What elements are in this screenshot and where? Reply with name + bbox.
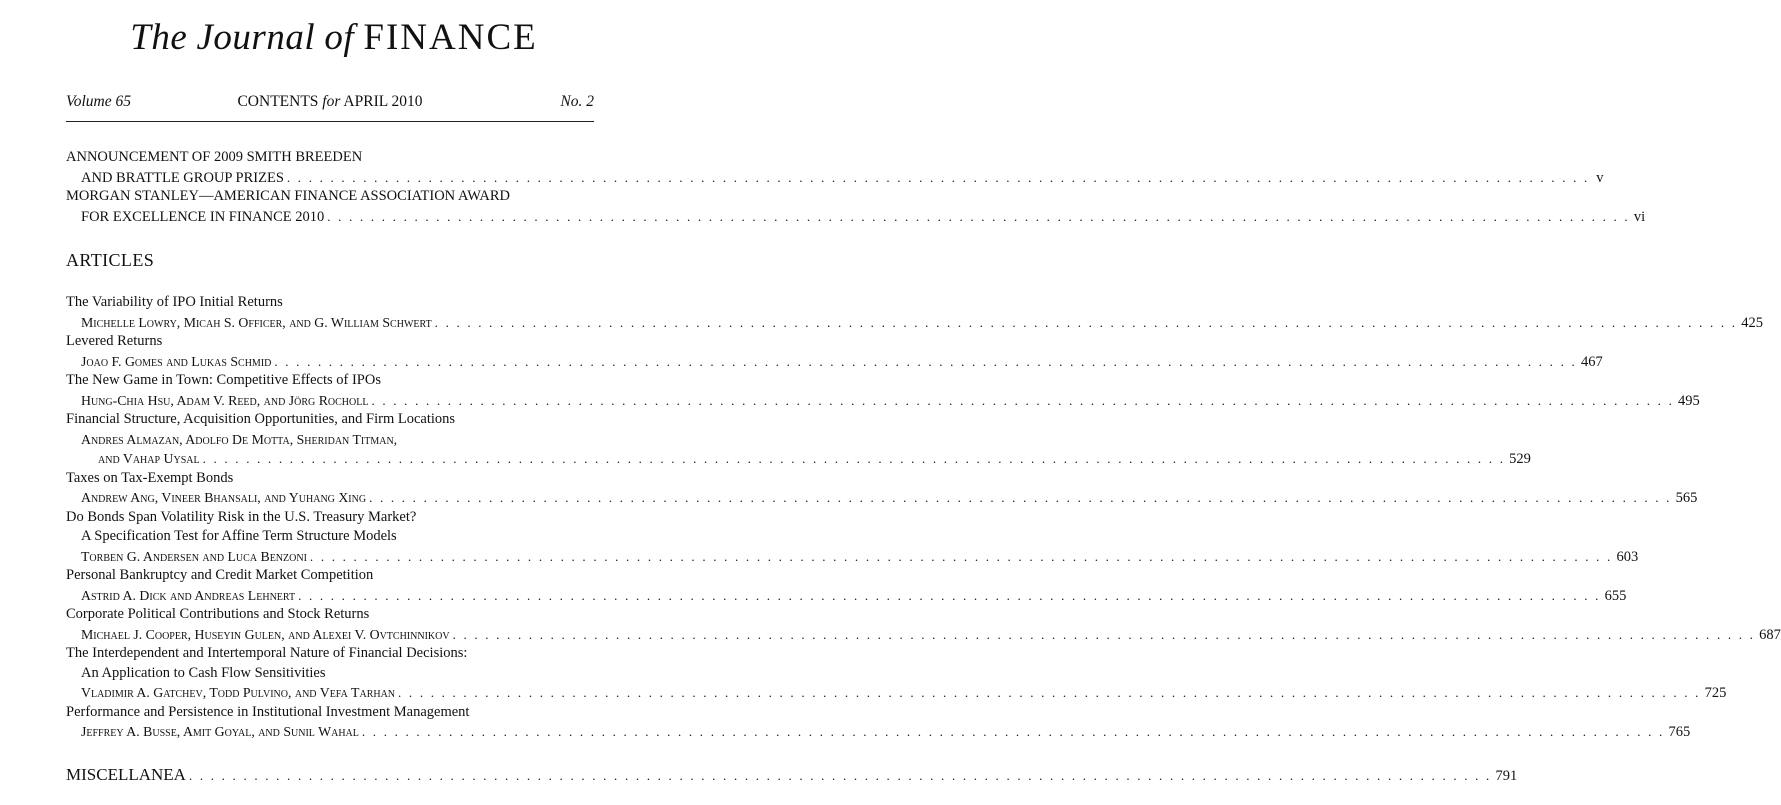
- entry-authors: Joao F. Gomes and Lukas Schmid: [81, 353, 272, 369]
- entry-page: 467: [1580, 353, 1603, 370]
- articles-list: [66, 293, 1781, 742]
- leader-dots: . . . . . . . . . . . . . . . . . . . . . . . . . . . . . . . . . . . . . . . . . . . . . . . . . . . . . . . . . . . . . . . . . . . . . . . . . . . . . . . . . . . . . . . . . . . . . . . . . . . . . . . . . . . . . . . . . . . . . . . .: [434, 314, 1738, 330]
- article-entry[interactable]: [66, 605, 1781, 644]
- entry-authors: and Vahap Uysal: [98, 451, 200, 466]
- entry-title: Do Bonds Span Volatility Risk in the U.S. Treasury Market?: [66, 508, 417, 525]
- entry-authors: Vladimir A. Gatchev, Todd Pulvino, and Vefa Tarhan: [81, 685, 396, 700]
- entry-page: 565: [1675, 490, 1698, 506]
- entry-page: vi: [1633, 208, 1646, 225]
- article-entry[interactable]: [66, 410, 1531, 469]
- entry-authors: Torben G. Andersen and Luca Benzoni: [81, 548, 307, 564]
- article-entry[interactable]: [66, 566, 1627, 605]
- masthead-journal: Journal: [196, 17, 316, 58]
- entry-authors: Andres Almazan, Adolfo De Motta, Sheridan Titman,: [81, 431, 398, 447]
- leader-dots: . . . . . . . . . . . . . . . . . . . . . . . . . . . . . . . . . . . . . . . . . . . . . . . . . . . . . . . . . . . . . . . . . . . . . . . . . . . . . . . . . . . . . . . . . . . . . . . . . . . . . . . . . . . . . . . . . . . . . . . .: [369, 490, 1672, 505]
- entry-page: 687: [1759, 626, 1781, 643]
- entry-authors: Michael J. Cooper, Huseyin Gulen, and Alexei V. Ovtchinnikov: [81, 626, 450, 642]
- announcements-list: [66, 148, 1646, 226]
- entry-title: Performance and Persistence in Institutional Investment Management: [66, 703, 470, 720]
- entry-title: A Specification Test for Affine Term Structure Models: [81, 528, 397, 544]
- leader-dots: . . . . . . . . . . . . . . . . . . . . . . . . . . . . . . . . . . . . . . . . . . . . . . . . . . . . . . . . . . . . . . . . . . . . . . . . . . . . . . . . . . . . . . . . . . . . . . . . . . . . . . . . . . . . . . . . . . . . . . . .: [452, 626, 1756, 642]
- entry-page: 425: [1741, 314, 1763, 331]
- entry-page: 655: [1604, 587, 1627, 604]
- entry-title: An Application to Cash Flow Sensitivities: [81, 664, 326, 681]
- entry-title: Personal Bankruptcy and Credit Market Competition: [66, 567, 374, 583]
- for-word: for: [322, 93, 341, 110]
- miscellanea-entry[interactable]: [66, 763, 1518, 787]
- masthead-the: The: [130, 17, 188, 58]
- contents-word: CONTENTS: [237, 93, 319, 110]
- entry-authors: Michelle Lowry, Micah S. Officer, and G. William Schwert: [81, 314, 432, 330]
- leader-dots: . . . . . . . . . . . . . . . . . . . . . . . . . . . . . . . . . . . . . . . . . . . . . . . . . . . . . . . . . . . . . . . . . . . . . . . . . . . . . . . . . . . . . . . . . . . . . . . . . . . . . . . . . . . . . . . . . . . . . . . .: [286, 169, 1590, 185]
- article-entry[interactable]: [66, 332, 1603, 371]
- entry-page: 725: [1704, 685, 1727, 701]
- entry-page: 603: [1616, 548, 1639, 565]
- leader-dots: . . . . . . . . . . . . . . . . . . . . . . . . . . . . . . . . . . . . . . . . . . . . . . . . . . . . . . . . . . . . . . . . . . . . . . . . . . . . . . . . . . . . . . . . . . . . . . . . . . . . . . . . . . . . . . . . . . . . . . . .: [371, 392, 1675, 408]
- masthead-finance: FINANCE: [363, 17, 538, 58]
- leader-dots: . . . . . . . . . . . . . . . . . . . . . . . . . . . . . . . . . . . . . . . . . . . . . . . . . . . . . . . . . . . . . . . . . . . . . . . . . . . . . . . . . . . . . . . . . . . . . . . . . . . . . . . . . . . . . . . . . . . . . . . .: [202, 451, 1506, 466]
- entry-authors: Hung-Chia Hsu, Adam V. Reed, and Jörg Rocholl: [81, 392, 369, 408]
- entry-page: v: [1596, 169, 1604, 186]
- article-entry[interactable]: [66, 644, 1727, 703]
- entry-title: Levered Returns: [66, 333, 163, 349]
- entry-title: Taxes on Tax-Exempt Bonds: [66, 469, 234, 486]
- volume-label: Volume 65: [66, 93, 132, 110]
- entry-title: The New Game in Town: Competitive Effects of IPOs: [66, 372, 381, 388]
- entry-title: The Interdependent and Intertemporal Nature of Financial Decisions:: [66, 645, 468, 661]
- article-entry[interactable]: [66, 703, 1691, 742]
- entry-title: FOR EXCELLENCE IN FINANCE 2010: [81, 208, 325, 225]
- entry-title: AND BRATTLE GROUP PRIZES: [81, 169, 284, 186]
- entry-page: 495: [1678, 392, 1700, 409]
- article-entry[interactable]: [66, 508, 1639, 567]
- entry-title: ANNOUNCEMENT OF 2009 SMITH BREEDEN: [66, 149, 363, 165]
- contents-label: [66, 92, 594, 112]
- leader-dots: . . . . . . . . . . . . . . . . . . . . . . . . . . . . . . . . . . . . . . . . . . . . . . . . . . . . . . . . . . . . . . . . . . . . . . . . . . . . . . . . . . . . . . . . . . . . . . . . . . . . . . . . . . . . . . . . . . . . . . . .: [361, 724, 1665, 739]
- leader-dots: . . . . . . . . . . . . . . . . . . . . . . . . . . . . . . . . . . . . . . . . . . . . . . . . . . . . . . . . . . . . . . . . . . . . . . . . . . . . . . . . . . . . . . . . . . . . . . . . . . . . . . . . . . . . . . . . . . . . . . . .: [309, 548, 1613, 564]
- leader-dots: . . . . . . . . . . . . . . . . . . . . . . . . . . . . . . . . . . . . . . . . . . . . . . . . . . . . . . . . . . . . . . . . . . . . . . . . . . . . . . . . . . . . . . . . . . . . . . . . . . . . . . . . . . . . . . . . . . . . . . . .: [298, 587, 1601, 603]
- entry-title: The Variability of IPO Initial Returns: [66, 294, 283, 310]
- journal-masthead: [0, 14, 668, 62]
- announcement-entry[interactable]: [66, 148, 1604, 187]
- header-rule: [66, 121, 594, 122]
- entry-title: Financial Structure, Acquisition Opportunities, and Firm Locations: [66, 411, 456, 427]
- entry-authors: Jeffrey A. Busse, Amit Goyal, and Sunil Wahal: [81, 724, 359, 739]
- entry-authors: Astrid A. Dick and Andreas Lehnert: [81, 587, 296, 603]
- entry-title: Corporate Political Contributions and Stock Returns: [66, 606, 370, 622]
- miscellanea-label: MISCELLANEA: [66, 765, 186, 784]
- article-entry[interactable]: [66, 371, 1700, 410]
- entry-authors: Andrew Ang, Vineer Bhansali, and Yuhang Xing: [81, 490, 367, 505]
- entry-title: MORGAN STANLEY—AMERICAN FINANCE ASSOCIATION AWARD: [66, 188, 510, 204]
- issue-number: No. 2: [560, 93, 594, 110]
- issue-date: APRIL 2010: [343, 93, 423, 110]
- entry-page: 529: [1509, 451, 1531, 467]
- leader-dots: . . . . . . . . . . . . . . . . . . . . . . . . . . . . . . . . . . . . . . . . . . . . . . . . . . . . . . . . . . . . . . . . . . . . . . . . . . . . . . . . . . . . . . . . . . . . . . . . . . . . . . . . . . . . . . . . . . . . . . . .: [327, 208, 1630, 224]
- article-entry[interactable]: [66, 293, 1763, 332]
- leader-dots: . . . . . . . . . . . . . . . . . . . . . . . . . . . . . . . . . . . . . . . . . . . . . . . . . . . . . . . . . . . . . . . . . . . . . . . . . . . . . . . . . . . . . . . . . . . . . . . . . . . . . . . . . . . . . . . . . . . . . . . .: [274, 353, 1577, 369]
- announcement-entry[interactable]: [66, 187, 1646, 226]
- entry-page: 765: [1668, 724, 1691, 740]
- masthead-of: of: [324, 17, 355, 58]
- leader-dots: . . . . . . . . . . . . . . . . . . . . . . . . . . . . . . . . . . . . . . . . . . . . . . . . . . . . . . . . . . . . . . . . . . . . . . . . . . . . . . . . . . . . . . . . . . . . . . . . . . . . . . . . . . . . . . . . . . . . . . . .: [398, 685, 1701, 700]
- miscellanea-page: 791: [1495, 768, 1518, 784]
- articles-heading: ARTICLES: [66, 250, 155, 270]
- leader-dots: . . . . . . . . . . . . . . . . . . . . . . . . . . . . . . . . . . . . . . . . . . . . . . . . . . . . . . . . . . . . . . . . . . . . . . . . . . . . . . . . . . . . . . . . . . . . . . . . . . . . . . . . . . . . . . . . . . . . . . . .: [188, 768, 1492, 783]
- article-entry[interactable]: [66, 469, 1698, 508]
